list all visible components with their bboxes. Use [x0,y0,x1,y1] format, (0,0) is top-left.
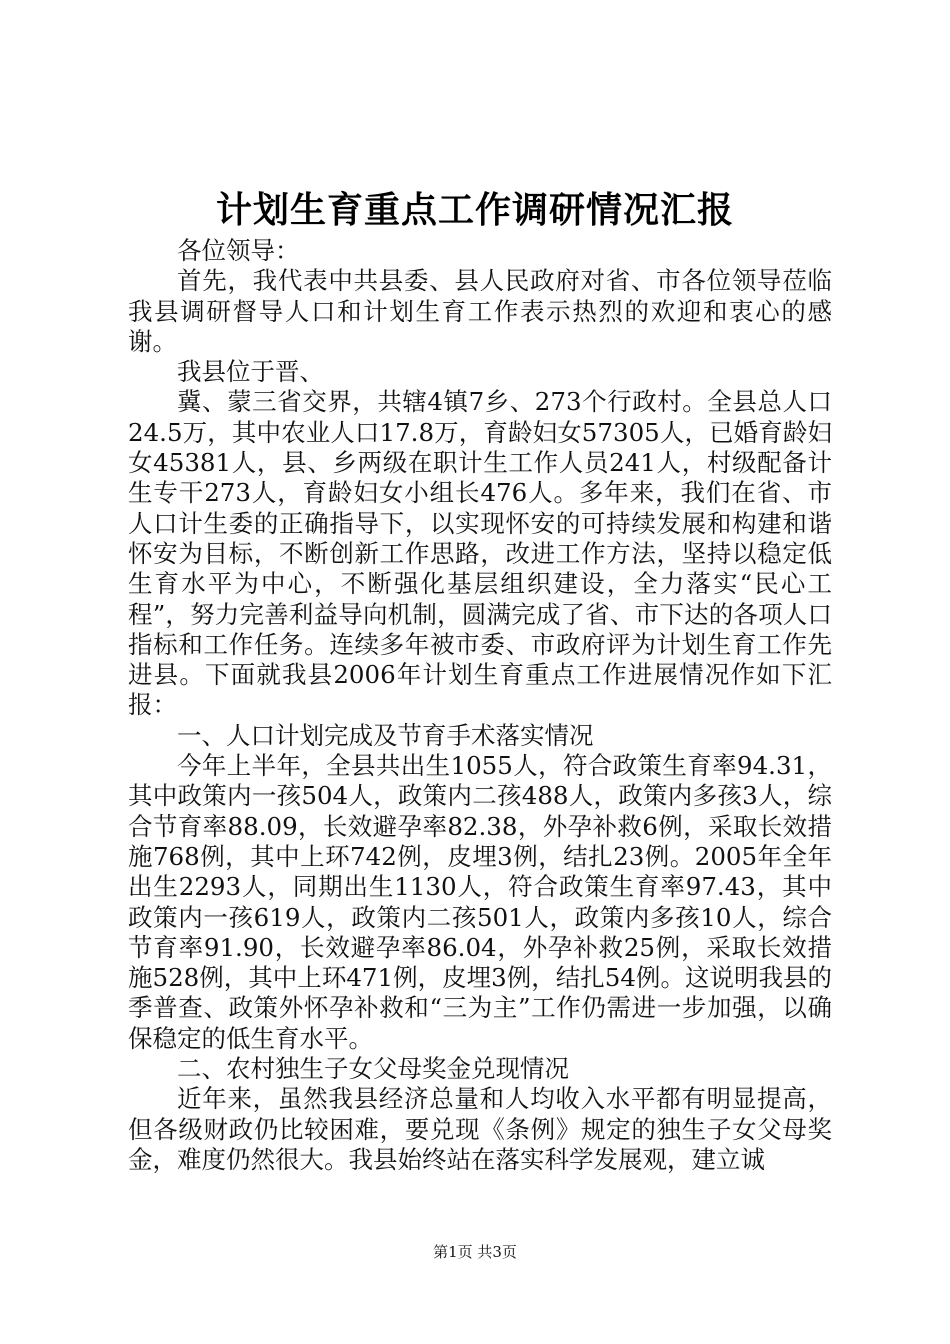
paragraph-population-plan: 今年上半年，全县共出生1055人，符合政策生育率94.31，其中政策内一孩504人，政策内二孩488人，政策内多孩3人，综合节育率88.09，长效避孕率82.38，外孕补救6例，采取长效措施768例，其中上环742例，皮埋3例，结扎23例。2005年全年出生2293人，同期出生1130人，符合政策生育率97.43，其中政策内一孩619人，政策内二孩501人，政策内多孩10人，综合节育率91.90，长效避孕率86.04，外孕补救25例，采取长效措施528例，其中上环471例，皮埋3例，结扎54例。这说明我县的季普查、政策外怀孕补救和“三为主”工作仍需进一步加强，以确保稳定的低生育水平。 [128,751,832,1053]
paragraph-welcome: 首先，我代表中共县委、县人民政府对省、市各位领导莅临我县调研督导人口和计划生育工作表示热烈的欢迎和衷心的感谢。 [128,266,832,356]
document-body [128,236,832,1175]
section-heading-2: 二、农村独生子女父母奖金兑现情况 [177,1054,569,1084]
paragraph-reward-status: 近年来，虽然我县经济总量和人均收入水平都有明显提高，但各级财政仍比较困难，要兑现《条例》规定的独生子女父母奖金，难度仍然很大。我县始终站在落实科学发展观，建立诚 [128,1084,832,1174]
paragraph-salutation: 各位领导： [177,236,300,265]
paragraph-county-overview: 冀、蒙三省交界，共辖4镇7乡、273个行政村。全县总人口24.5万，其中农业人口17.8万，育龄妇女57305人，已婚育龄妇女45381人，县、乡两级在职计生工作人员241人，村级配备计生专干273人，育龄妇女小组长476人。多年来，我们在省、市人口计生委的正确指导下，以实现怀安的可持续发展和构建和谐怀安为目标，不断创新工作思路，改进工作方法，坚持以稳定低生育水平为中心，不断强化基层组织建设，全力落实“民心工程”，努力完善利益导向机制，圆满完成了省、市下达的各项人口指标和工作任务。连续多年被市委、市政府评为计划生育工作先进县。下面就我县2006年计划生育重点工作进展情况作如下汇报： [128,387,832,720]
page-footer: 第1页 共3页 [433,1243,517,1261]
document-title: 计划生育重点工作调研情况汇报 [215,189,734,231]
paragraph-location-start: 我县位于晋、 [177,357,324,387]
section-heading-1: 一、人口计划完成及节育手术落实情况 [177,720,594,750]
